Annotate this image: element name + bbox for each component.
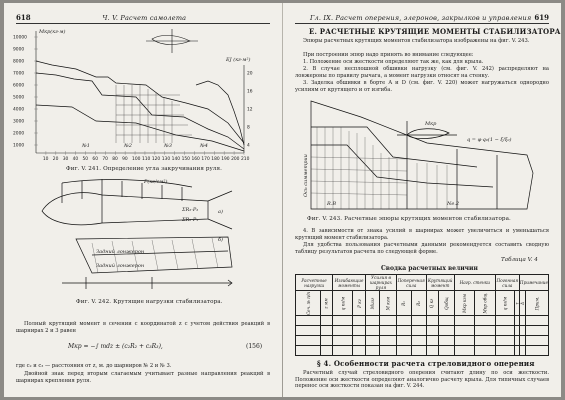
fig243-ann-symmetry: Ось симметрии	[303, 154, 309, 197]
table-cell	[495, 336, 515, 346]
fig243-moment-curve-1	[311, 127, 477, 167]
table-cell	[438, 336, 454, 346]
fig241-x-tick-label: 40	[72, 157, 79, 162]
fig242-annot-load: P(кг/см²)	[144, 179, 168, 185]
fig241-x-tick-label: 90	[122, 157, 128, 162]
left-body-para-1: Полный крутящий момент в сечении с координатой z с учетом действия реакций в шарнирах 2 и 3 равен	[16, 321, 270, 334]
table-cell	[411, 336, 426, 346]
fig241-right-tick-label: 8	[247, 125, 250, 131]
table-cell	[321, 336, 333, 346]
fig241-y-tick-label: 3000	[13, 119, 25, 125]
table-cell	[411, 316, 426, 326]
fig241-node-1: №1	[82, 143, 90, 149]
fig241-curve-right	[196, 81, 244, 145]
table-cell	[352, 336, 365, 346]
fig241-right-tick-label: 12	[247, 107, 253, 113]
figure-242-diagram	[32, 177, 252, 295]
fig241-airfoil-sketch	[146, 29, 198, 53]
fig241-x-tick-label: 60	[92, 157, 99, 162]
figure-241-plot	[12, 25, 274, 165]
table-group-header: Изгибающие моменты	[333, 275, 366, 291]
table-cell	[366, 336, 380, 346]
right-page-number: 619	[534, 13, 549, 22]
fig241-hatch	[116, 85, 192, 143]
table-cell	[333, 336, 353, 346]
summary-table	[295, 274, 549, 356]
fig243-moment-curve-2	[311, 145, 493, 187]
table-cell	[426, 316, 438, 326]
fig241-x-tick-label: 100	[132, 157, 141, 162]
fig241-y-axis-title: Mкр(кг·м)	[39, 29, 66, 35]
figure-243-caption-number: Фиг. V. 243.	[307, 216, 343, 222]
fig241-right-tick-label: 20	[247, 71, 253, 77]
table-cell	[396, 316, 411, 326]
table-cell	[296, 326, 321, 336]
left-formula-156: Mкр = −∫ mdz ± (c₂R₂ + c₃R₃),	[68, 343, 163, 350]
left-body-para-2: где c₂ и c₃ — расстояния от z, м. до шарниров № 2 и № 3.	[16, 363, 172, 369]
right-para-5: Для удобства пользования расчетными данными рекомендуется составить сводную таблицу результатов расчета по следующей форме.	[295, 242, 549, 255]
table-sub-header: q кг/м	[495, 291, 515, 316]
table-cell	[366, 326, 380, 336]
fig243-ann-ne: Ne.2	[447, 201, 460, 207]
fig241-y-tick-label: 2000	[13, 131, 25, 137]
table-sub-header: q кг/м	[333, 291, 353, 316]
fig241-x-tick-label: 20	[52, 157, 59, 162]
right-running-head	[295, 10, 549, 24]
right-item-2: 2. В случае несплошной обшивки нагрузку (см. фиг. V. 242) распределяют на лонжероны по правилу рычага, а момент нагрузки относят на стенку.	[295, 66, 549, 79]
table-cell	[438, 316, 454, 326]
table-cell	[411, 326, 426, 336]
figure-243-caption-text: Расчетные эпюры крутящих моментов стабилизатора.	[344, 216, 511, 222]
fig243-hatching	[311, 127, 447, 209]
table-sub-header: Mкр общ	[474, 291, 495, 316]
table-cell	[526, 346, 549, 356]
fig242-label-a: а)	[218, 209, 223, 215]
fig241-x-tick-label: 140	[171, 157, 181, 162]
right-page	[283, 3, 561, 397]
fig241-right-axis-title: EJ (кг·м²)	[226, 57, 251, 63]
fig241-y-tick-label: 8000	[13, 59, 25, 65]
table-cell	[438, 326, 454, 336]
fig241-y-tick-label: 10000	[13, 35, 27, 41]
fig243-planform	[311, 101, 533, 209]
table-label: Таблица V. 4	[501, 257, 538, 263]
table-row	[296, 336, 549, 346]
table-cell	[380, 326, 397, 336]
figure-242-caption-text: Крутящие нагрузки стабилизатора.	[113, 299, 223, 305]
table-cell	[396, 346, 411, 356]
figure-243-caption	[307, 216, 511, 222]
fig241-x-tick-label: 130	[161, 157, 171, 162]
table-row	[296, 346, 549, 356]
fig241-y-tick-label: 4000	[13, 107, 25, 113]
table-cell	[296, 336, 321, 346]
fig241-node-4: №4	[200, 143, 208, 149]
table-cell	[321, 346, 333, 356]
table-cell	[380, 346, 397, 356]
table-cell	[526, 316, 549, 326]
right-intro: Эпюры расчетных крутящих моментов стабилизатора изображены на фиг. V. 243.	[303, 38, 530, 44]
table-group-header: Усилия в шарнирах руля	[366, 275, 397, 291]
table-sub-header: τ	[515, 291, 519, 316]
fig241-y-tick-label: 1000	[13, 143, 25, 149]
fig241-y-ticks	[13, 35, 27, 149]
table-row	[296, 316, 549, 326]
summary-table-body	[296, 275, 549, 356]
right-running-head-text: Гл. IX. Расчет оперения, элеронов, закрылков и управления	[310, 14, 532, 22]
fig241-x-tick-label: 120	[151, 157, 161, 162]
fig241-x-tick-label: 30	[62, 157, 69, 162]
table-cell	[380, 316, 397, 326]
table-cell	[474, 346, 495, 356]
fig241-y-tick-label: 7000	[13, 71, 25, 77]
left-equation-number: (156)	[246, 343, 263, 350]
table-cell	[352, 316, 365, 326]
table-group-header: Расчетные нагрузки	[296, 275, 333, 291]
table-cell	[495, 326, 515, 336]
figure-241-caption-number: Фиг. V. 241.	[66, 166, 102, 172]
fig241-y-tick-label: 9000	[13, 47, 25, 53]
left-page	[4, 3, 282, 397]
table-cell	[454, 336, 474, 346]
left-body-para-3: Двойной знак перед вторым слагаемым учитывает разные направления реакций в шарнирах крепления руля.	[16, 371, 270, 384]
table-cell	[454, 316, 474, 326]
table-sub-header: P кг	[352, 291, 365, 316]
fig241-grid	[34, 37, 244, 155]
fig242-annot-spar-1: Задний лонжерон	[96, 249, 145, 255]
table-cell	[296, 316, 321, 326]
table-group-header: Погонная сила	[495, 275, 519, 291]
table-cell	[352, 346, 365, 356]
table-cell	[426, 326, 438, 336]
figure-242-caption-number: Фиг. V. 242.	[76, 299, 112, 305]
fig241-x-tick-label: 80	[112, 157, 118, 162]
table-cell	[454, 346, 474, 356]
table-sub-header: M кгм	[380, 291, 397, 316]
fig241-x-tick-label: 50	[82, 157, 89, 162]
table-cell	[474, 336, 495, 346]
table-cell	[366, 316, 380, 326]
right-para-a: При построении эпюр надо принять во внимание следующее:	[303, 52, 474, 58]
figure-241	[12, 25, 274, 165]
table-cell	[333, 346, 353, 356]
table-sub-header: Δ	[519, 291, 525, 316]
table-cell	[396, 336, 411, 346]
table-sub-header: Qобщ	[438, 291, 454, 316]
fig241-x-tick-label: 200	[231, 157, 240, 162]
fig242-annot-spar-2: Задний лонжерон	[96, 263, 145, 269]
table-cell	[333, 316, 353, 326]
fig243-ann-q: q = φ·q₀(1 − ξ/ξ₀)	[467, 137, 512, 143]
figure-242-caption	[76, 299, 223, 305]
table-sub-header: Сеч. № п/п	[296, 291, 321, 316]
table-cell	[438, 346, 454, 356]
fig241-node-2: №2	[124, 143, 132, 149]
table-cell	[321, 316, 333, 326]
right-para-6: Расчетный случай стреловидного оперения считают длину по оси жесткости. Положение оси жесткости определяют аналогично расчету крыла. Для типичных случаев перенос оси жесткости показан на фиг. V. 244.	[295, 370, 549, 390]
fig241-x-tick-label: 10	[42, 157, 49, 162]
table-group-header: Поперечная сила	[396, 275, 426, 291]
table-cell	[352, 326, 365, 336]
fig242-annot-r2p1: ΣR₂·P₁	[182, 217, 199, 223]
fig243-ann-mkr: Mкр	[425, 121, 437, 127]
book-spread	[4, 3, 561, 397]
left-running-head-text: Ч. V. Расчет самолета	[102, 14, 187, 22]
table-sub-header: z мм	[321, 291, 333, 316]
fig243-airfoil	[407, 129, 449, 139]
fig241-node-3: №3	[164, 143, 172, 149]
right-item-3: 3. Заделка обшивки в борте A и D (см. фиг. V. 220) может нагружаться однородно усилиям от крутящего и от изгиба.	[295, 80, 549, 93]
table-cell	[426, 336, 438, 346]
fig241-x-ticks	[43, 156, 250, 162]
fig241-right-ticks	[247, 71, 253, 149]
table-cell	[474, 326, 495, 336]
table-sub-header: Mкр кгм	[454, 291, 474, 316]
fig241-x-tick-label: 170	[201, 157, 210, 162]
table-cell	[526, 336, 549, 346]
left-running-head	[16, 10, 270, 24]
figure-242	[32, 177, 252, 295]
table-cell	[426, 346, 438, 356]
fig241-x-tick-label: 180	[211, 157, 220, 162]
fig241-x-tick-label: 210	[241, 157, 250, 162]
table-group-header: Крутящий момент	[426, 275, 454, 291]
fig241-x-tick-label: 110	[141, 157, 151, 162]
table-sub-header: R₁	[396, 291, 411, 316]
table-cell	[380, 336, 397, 346]
right-section-title: Е. РАСЧЕТНЫЕ КРУТЯЩИЕ МОМЕНТЫ СТАБИЛИЗАТОРА	[309, 27, 561, 36]
table-cell	[474, 316, 495, 326]
table-sub-header: Q кг	[426, 291, 438, 316]
right-para-4: 4. В зависимости от знака усилий в шарнирах может увеличиться и уменьшаться крутящий момент стабилизатора.	[295, 228, 549, 241]
fig241-x-tick-label: 160	[191, 157, 200, 162]
fig241-y-tick-label: 6000	[13, 83, 25, 89]
figure-243	[297, 97, 547, 213]
table-cell	[366, 346, 380, 356]
table-cell	[454, 326, 474, 336]
right-section-4-title: § 4. Особенности расчета стреловидного оперения	[317, 359, 535, 368]
table-title: Сводка расчетных величин	[381, 265, 478, 272]
table-cell	[495, 346, 515, 356]
table-sub-header: R₂	[411, 291, 426, 316]
fig241-x-tick-label: 190	[221, 157, 230, 162]
table-cell	[333, 326, 353, 336]
fig241-x-tick-label: 70	[102, 157, 108, 162]
fig242-label-b: б)	[218, 237, 224, 243]
table-cell	[296, 346, 321, 356]
table-cell	[495, 316, 515, 326]
table-row	[296, 326, 549, 336]
fig241-right-tick-label: 16	[247, 89, 253, 95]
left-page-number: 618	[16, 13, 31, 22]
fig241-x-tick-label: 150	[181, 157, 190, 162]
table-group-header: Примечание	[519, 275, 548, 291]
table-group-header: Нагр. стенки	[454, 275, 495, 291]
table-sub-header: Мизг	[366, 291, 380, 316]
table-cell	[526, 326, 549, 336]
table-cell	[396, 326, 411, 336]
table-sub-header: Прим.	[526, 291, 549, 316]
right-item-1: 1. Положение оси жесткости определяют так же, как для крыла.	[303, 59, 484, 65]
fig241-right-tick-label: 4	[247, 143, 250, 149]
figure-241-caption	[66, 166, 222, 172]
figure-241-caption-text: Определение угла закручивания руля.	[103, 166, 223, 172]
fig242-annot-r2p2: ΣR₂·P₂	[182, 207, 199, 213]
fig243-ann-rb: R.B	[327, 201, 337, 207]
figure-243-diagram	[297, 97, 547, 213]
fig241-y-tick-label: 5000	[13, 95, 25, 101]
table-cell	[411, 346, 426, 356]
table-cell	[321, 326, 333, 336]
